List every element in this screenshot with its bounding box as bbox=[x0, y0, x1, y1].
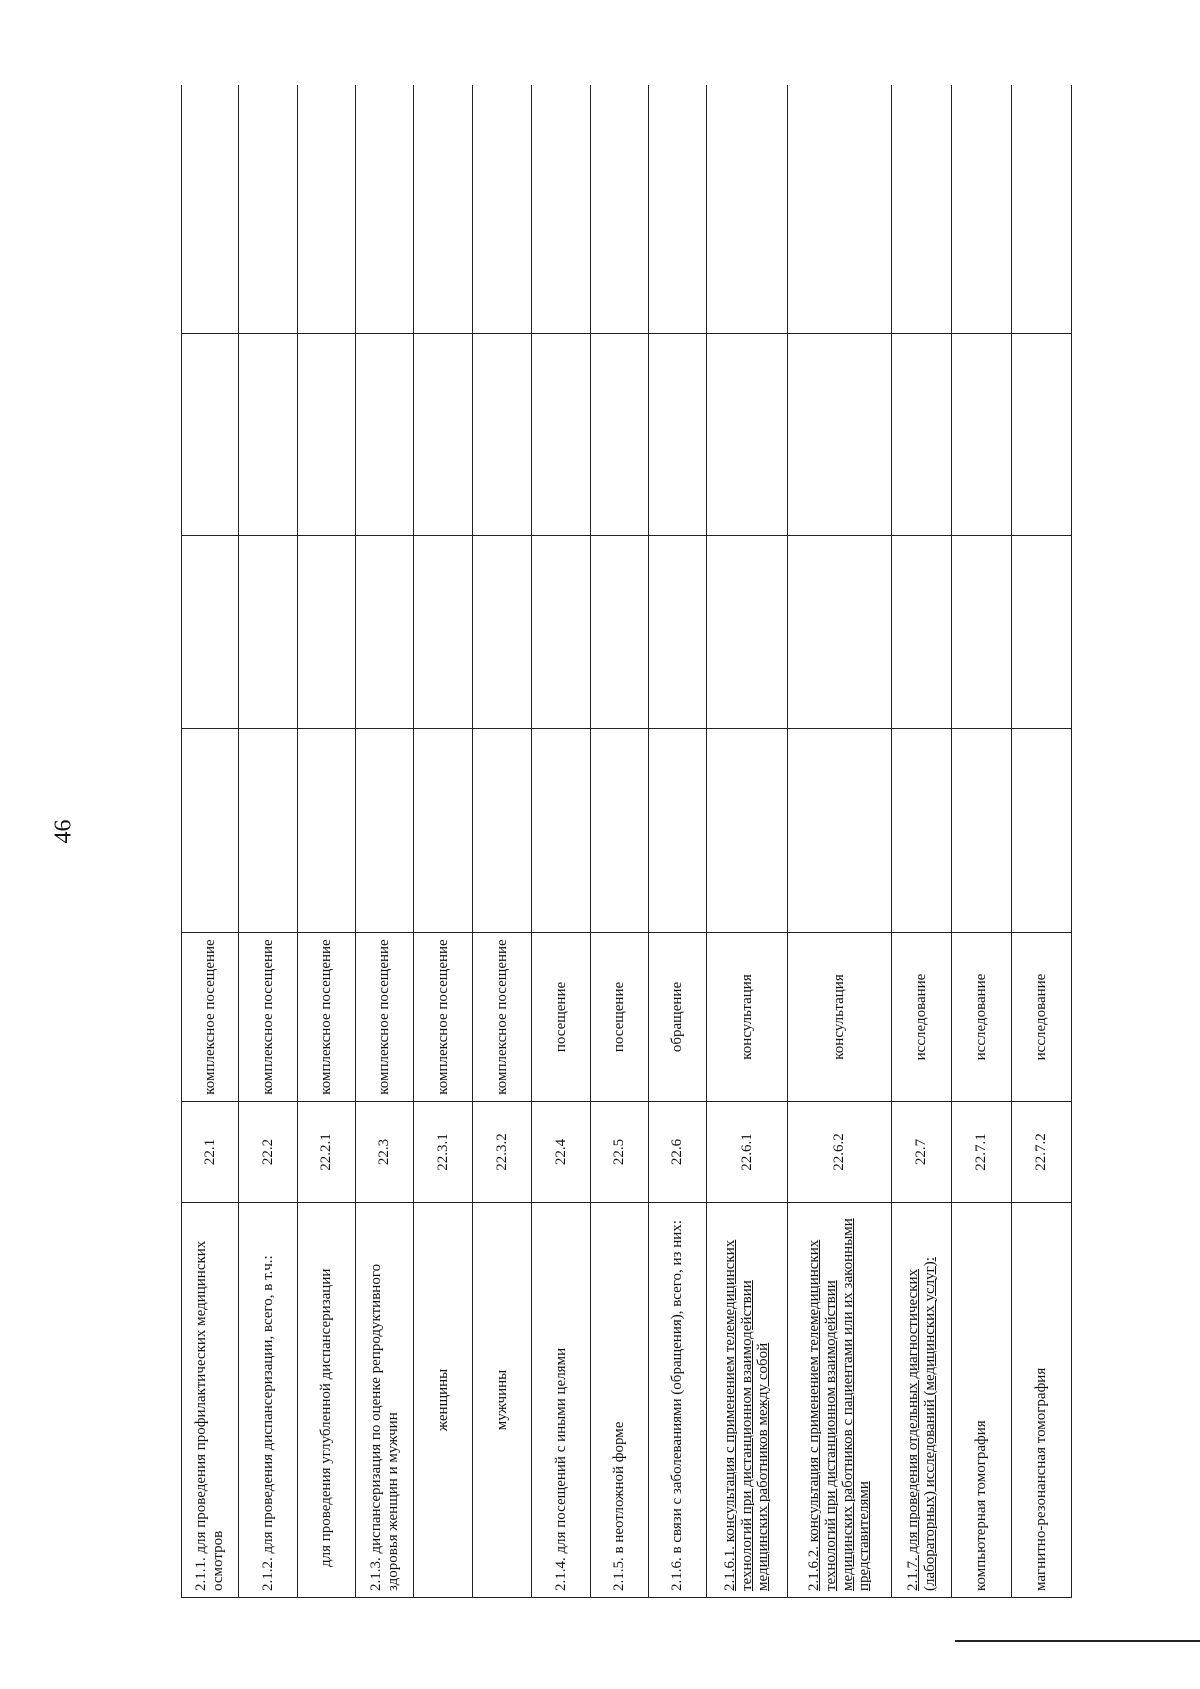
row-code: 22.3.2 bbox=[473, 1102, 532, 1203]
row-name: для проведения углубленной диспансеризации bbox=[298, 1203, 356, 1598]
row-code: 22.2 bbox=[239, 1102, 298, 1203]
empty-cell bbox=[298, 729, 356, 933]
row-unit: комплексное посещение bbox=[414, 933, 473, 1102]
empty-cell bbox=[1012, 334, 1072, 536]
row-name: 2.1.2. для проведения диспансеризации, всего, в т.ч.: bbox=[239, 1203, 298, 1598]
empty-cell bbox=[892, 536, 952, 729]
empty-cell bbox=[1012, 536, 1072, 729]
row-code: 22.2.1 bbox=[298, 1102, 356, 1203]
empty-cell bbox=[892, 729, 952, 933]
empty-cell bbox=[952, 729, 1012, 933]
table-row bbox=[892, 85, 952, 1598]
empty-cell bbox=[298, 536, 356, 729]
empty-cell bbox=[1012, 85, 1072, 334]
empty-cell bbox=[532, 729, 591, 933]
row-unit: комплексное посещение bbox=[182, 933, 239, 1102]
table-row bbox=[298, 85, 356, 1598]
table-row bbox=[182, 85, 239, 1598]
empty-cell bbox=[473, 536, 532, 729]
empty-cell bbox=[473, 729, 532, 933]
empty-cell bbox=[788, 536, 892, 729]
row-name: 2.1.1. для проведения профилактических медицинских осмотров bbox=[182, 1203, 239, 1598]
row-unit: исследование bbox=[952, 933, 1012, 1102]
footer-rule bbox=[955, 1640, 1200, 1642]
row-unit: исследование bbox=[892, 933, 952, 1102]
page-number: 46 bbox=[50, 819, 77, 844]
row-code: 22.1 bbox=[182, 1102, 239, 1203]
empty-cell bbox=[182, 536, 239, 729]
empty-cell bbox=[952, 85, 1012, 334]
empty-cell bbox=[414, 85, 473, 334]
empty-cell bbox=[591, 536, 649, 729]
empty-cell bbox=[591, 85, 649, 334]
empty-cell bbox=[788, 334, 892, 536]
table-row bbox=[414, 85, 473, 1598]
empty-cell bbox=[182, 334, 239, 536]
empty-cell bbox=[182, 729, 239, 933]
row-unit: комплексное посещение bbox=[473, 933, 532, 1102]
empty-cell bbox=[298, 85, 356, 334]
row-name: мужчины bbox=[473, 1203, 532, 1598]
empty-cell bbox=[649, 729, 707, 933]
row-name: 2.1.6.2. консультация с применением телемедицинских технологий при дистанционном взаимодействии медицинских работников с пациентами или их законными представителями bbox=[805, 1218, 873, 1591]
row-unit: обращение bbox=[649, 933, 707, 1102]
row-code: 22.6.1 bbox=[707, 1102, 788, 1203]
empty-cell bbox=[649, 85, 707, 334]
row-name: 2.1.7. для проведения отдельных диагностических (лабораторных) исследований (медицинских услуг): bbox=[904, 1257, 938, 1591]
empty-cell bbox=[473, 334, 532, 536]
empty-cell bbox=[532, 536, 591, 729]
empty-cell bbox=[788, 729, 892, 933]
row-name: 2.1.3. диспансеризация по оценке репродуктивного здоровья женщин и мужчин bbox=[356, 1203, 414, 1598]
row-code: 22.6.2 bbox=[788, 1102, 892, 1203]
empty-cell bbox=[892, 334, 952, 536]
row-unit: комплексное посещение bbox=[239, 933, 298, 1102]
row-name: 2.1.4. для посещений с иными целями bbox=[532, 1203, 591, 1598]
row-name-cell bbox=[707, 1203, 788, 1598]
empty-cell bbox=[239, 334, 298, 536]
table-row bbox=[707, 85, 788, 1598]
empty-cell bbox=[532, 85, 591, 334]
empty-cell bbox=[414, 334, 473, 536]
empty-cell bbox=[356, 536, 414, 729]
empty-cell bbox=[649, 334, 707, 536]
empty-cell bbox=[1012, 729, 1072, 933]
row-code: 22.7.1 bbox=[952, 1102, 1012, 1203]
row-name: 2.1.5. в неотложной форме bbox=[591, 1203, 649, 1598]
table-row bbox=[649, 85, 707, 1598]
empty-cell bbox=[707, 729, 788, 933]
empty-cell bbox=[298, 334, 356, 536]
row-code: 22.5 bbox=[591, 1102, 649, 1203]
row-name: компьютерная томография bbox=[952, 1203, 1012, 1598]
empty-cell bbox=[707, 334, 788, 536]
row-unit: консультация bbox=[788, 933, 892, 1102]
row-name-cell bbox=[788, 1203, 892, 1598]
empty-cell bbox=[356, 729, 414, 933]
empty-cell bbox=[239, 729, 298, 933]
empty-cell bbox=[356, 334, 414, 536]
empty-cell bbox=[707, 85, 788, 334]
row-name: 2.1.6. в связи с заболеваниями (обращения), всего, из них: bbox=[649, 1203, 707, 1598]
empty-cell bbox=[788, 85, 892, 334]
empty-cell bbox=[239, 536, 298, 729]
empty-cell bbox=[591, 729, 649, 933]
table-row bbox=[788, 85, 892, 1598]
empty-cell bbox=[182, 85, 239, 334]
table-row bbox=[473, 85, 532, 1598]
table-row bbox=[1012, 85, 1072, 1598]
table-rotation-frame bbox=[181, 85, 1081, 1598]
row-unit: посещение bbox=[591, 933, 649, 1102]
empty-cell bbox=[414, 729, 473, 933]
table-row bbox=[591, 85, 649, 1598]
row-unit: комплексное посещение bbox=[356, 933, 414, 1102]
empty-cell bbox=[591, 334, 649, 536]
empty-cell bbox=[414, 536, 473, 729]
empty-cell bbox=[649, 536, 707, 729]
empty-cell bbox=[952, 536, 1012, 729]
row-unit: посещение bbox=[532, 933, 591, 1102]
empty-cell bbox=[532, 334, 591, 536]
table-row bbox=[356, 85, 414, 1598]
row-unit: исследование bbox=[1012, 933, 1072, 1102]
empty-cell bbox=[356, 85, 414, 334]
empty-cell bbox=[952, 334, 1012, 536]
row-code: 22.7.2 bbox=[1012, 1102, 1072, 1203]
row-code: 22.6 bbox=[649, 1102, 707, 1203]
row-code: 22.3.1 bbox=[414, 1102, 473, 1203]
row-code: 22.3 bbox=[356, 1102, 414, 1203]
row-name: магнитно-резонансная томография bbox=[1012, 1203, 1072, 1598]
empty-cell bbox=[892, 85, 952, 334]
empty-cell bbox=[707, 536, 788, 729]
row-unit: комплексное посещение bbox=[298, 933, 356, 1102]
rotated-table-container bbox=[181, 85, 1081, 1598]
row-code: 22.7 bbox=[892, 1102, 952, 1203]
row-name: 2.1.6.1. консультация с применением телемедицинских технологий при дистанционном взаимодействии медицинских работников между собой bbox=[721, 1239, 772, 1591]
row-name: женщины bbox=[414, 1203, 473, 1598]
row-code: 22.4 bbox=[532, 1102, 591, 1203]
table-row bbox=[952, 85, 1012, 1598]
empty-cell bbox=[473, 85, 532, 334]
empty-cell bbox=[239, 85, 298, 334]
table-row bbox=[239, 85, 298, 1598]
volume-table bbox=[181, 85, 1072, 1598]
row-name-cell bbox=[892, 1203, 952, 1598]
row-unit: консультация bbox=[707, 933, 788, 1102]
table-row bbox=[532, 85, 591, 1598]
